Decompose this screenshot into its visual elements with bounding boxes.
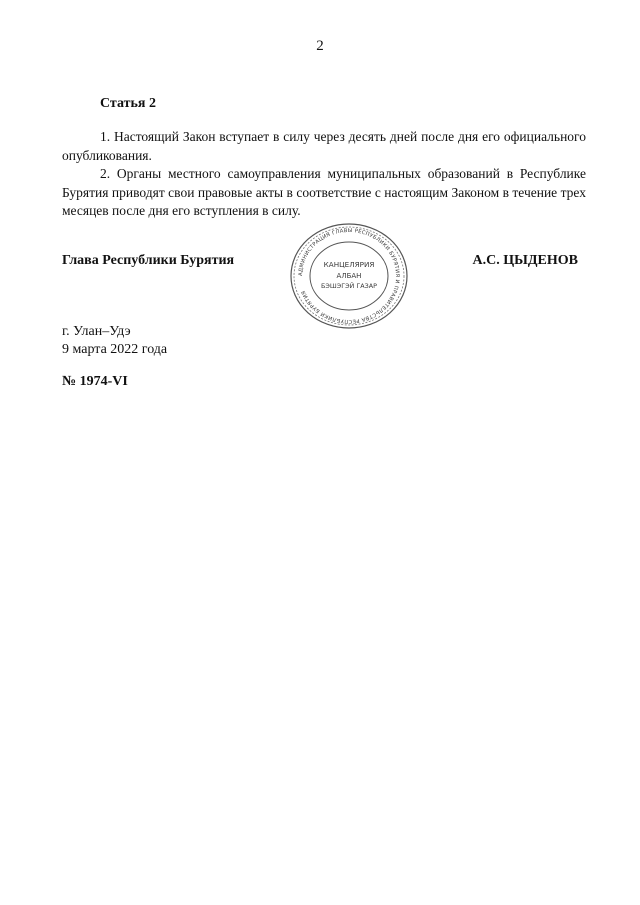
article-heading: Статья 2	[100, 96, 156, 111]
article-body	[62, 128, 586, 221]
date: 9 марта 2022 года	[62, 342, 168, 357]
article-paragraph-2: 2. Органы местного самоуправления муниципальных образований в Республике Бурятия приводят свои правовые акты в соответствие с настоящим Законом в течение трех месяцев после дня его вступления в силу.	[62, 166, 586, 219]
seal-line-1: КАНЦЕЛЯРИЯ	[323, 260, 375, 269]
seal-line-2: АЛБАН	[336, 272, 362, 280]
page-number: 2	[316, 38, 324, 54]
seal-ring-text: АДМИНИСТРАЦИЯ ГЛАВЫ РЕСПУБЛИКИ БУРЯТИЯ И ПРАВИТЕЛЬСТВА РЕСПУБЛИКИ БУРЯТИЯ	[297, 227, 401, 325]
document-number: № 1974-VI	[62, 374, 128, 389]
place: г. Улан–Удэ	[62, 324, 131, 339]
article-paragraph-1: 1. Настоящий Закон вступает в силу через десять дней после дня его официального опубликования.	[62, 129, 586, 163]
signer-name: А.С. ЦЫДЕНОВ	[472, 253, 578, 268]
official-seal	[287, 222, 411, 330]
signer-title: Глава Республики Бурятия	[62, 253, 235, 268]
seal-line-3: БЭШЭГЭЙ ГАЗАР	[321, 282, 377, 290]
